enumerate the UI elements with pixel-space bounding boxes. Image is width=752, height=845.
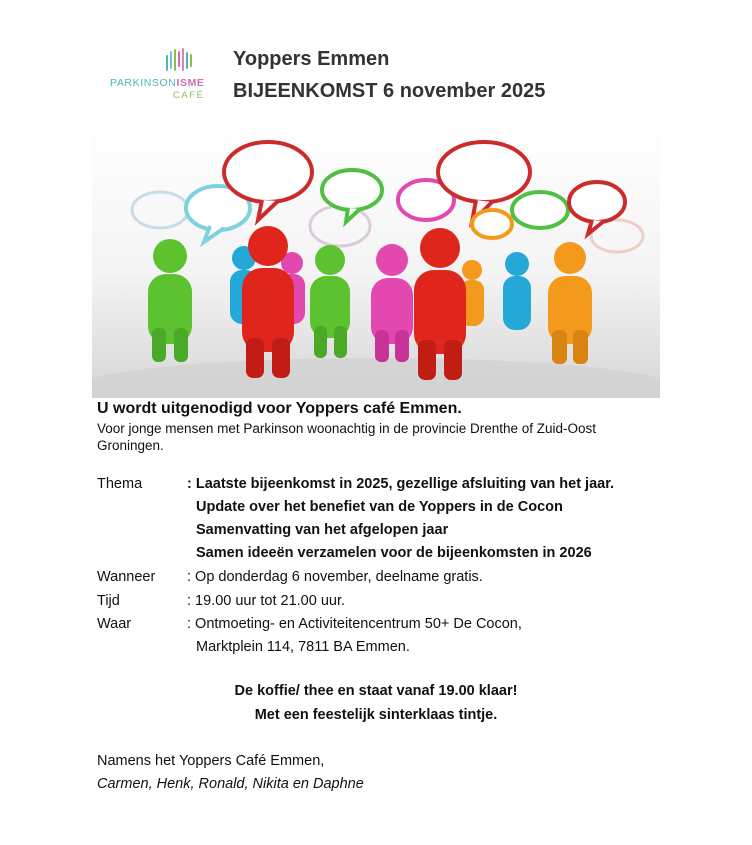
wanneer-label: Wanneer [97,569,156,585]
people-speech-bubbles-illustration [92,118,660,398]
waar-value: : Ontmoeting- en Activiteitencentrum 50+ De Cocon, [187,616,522,632]
thema-value: : Laatste bijeenkomst in 2025, gezellige afsluiting van het jaar. [187,476,615,492]
parkinsonisme-cafe-logo [108,44,220,104]
invitation-heading: U wordt uitgenodigd voor Yoppers café Emmen. [97,400,462,417]
intro-text-line: Voor jonge mensen met Parkinson woonachtig in de provincie Drenthe of Zuid-Oost [97,421,597,436]
speech-bubble [512,192,568,228]
organizer-names: Carmen, Henk, Ronald, Nikita en Daphne [97,776,364,792]
thema-value: Samen ideeën verzamelen voor de bijeenkomsten in 2026 [196,545,592,561]
logo-cafe-text: CAFÉ [173,90,205,101]
page-title: Yoppers Emmen [233,48,390,70]
speech-bubble [322,170,382,210]
logo-wordmark: PARKINSONISME [110,77,205,89]
closing-line: Namens het Yoppers Café Emmen, [97,753,325,769]
thema-value: Update over het benefiet van de Yoppers in de Cocon [196,499,563,515]
speech-bubble [438,142,530,202]
waar-address: Marktplein 114, 7811 BA Emmen. [196,639,410,655]
speech-bubble [472,210,512,238]
tijd-label: Tijd [97,593,120,609]
sinterklaas-notice: Met een feestelijk sinterklaas tintje. [254,707,498,723]
thema-value: Samenvatting van het afgelopen jaar [196,522,449,538]
coffee-notice: De koffie/ thee en staat vanaf 19.00 klaar! [234,683,518,699]
speech-bubble [569,182,625,222]
thema-label: Thema [97,476,143,492]
event-subtitle: BIJEENKOMST 6 november 2025 [233,80,546,102]
waar-label: Waar [97,616,132,632]
hero-illustration [92,118,660,398]
speech-bubble [224,142,312,202]
logo-figures-icon [165,46,193,72]
wanneer-value: : Op donderdag 6 november, deelname gratis. [187,569,483,585]
tijd-value: : 19.00 uur tot 21.00 uur. [187,593,346,609]
intro-text-line: Groningen. [97,438,164,453]
